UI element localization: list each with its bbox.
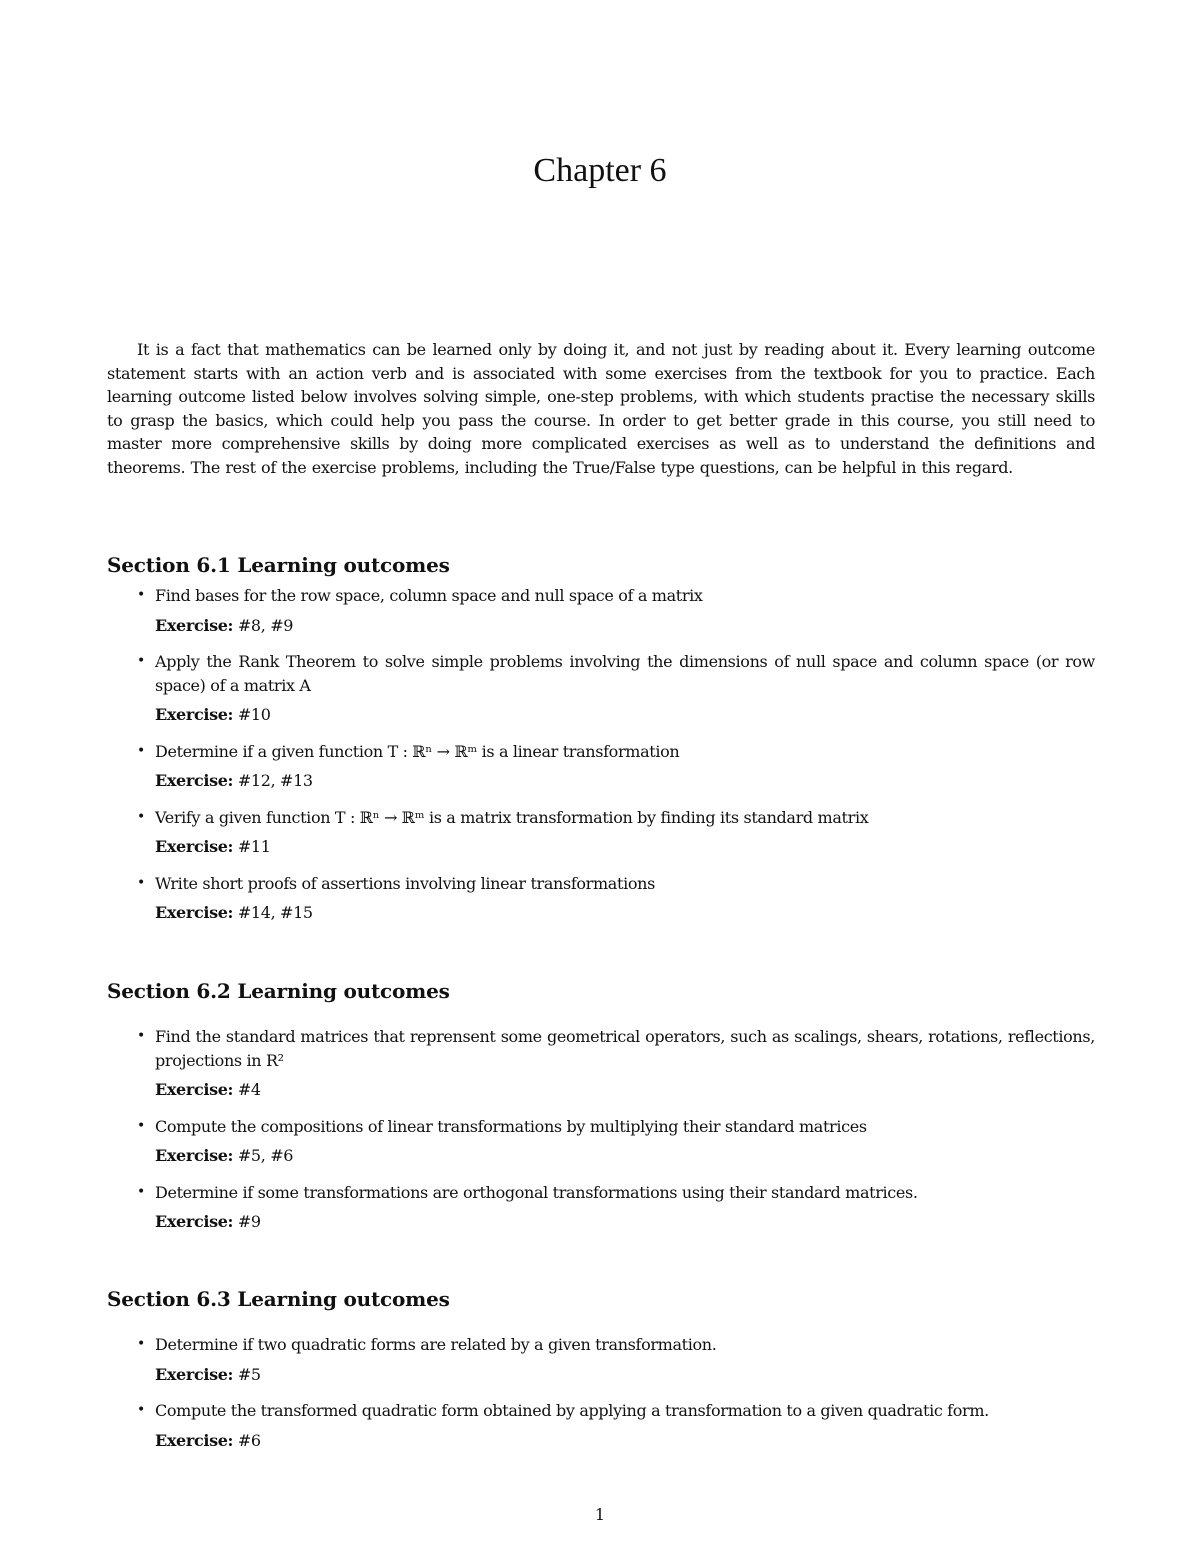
section-title: Section 6.1 Learning outcomes <box>107 553 450 577</box>
section-6-2 <box>107 978 1095 1234</box>
bullet-icon: • <box>137 808 145 825</box>
outcome-text: Find the standard matrices that reprensent some geometrical operators, such as scalings, shears, rotations, reflections, projections in R² <box>155 1027 1095 1070</box>
exercise-label: Exercise: <box>155 1212 234 1231</box>
outcome-text: Determine if a given function T : ℝⁿ → ℝᵐ is a linear transformation <box>155 741 680 761</box>
exercise-label: Exercise: <box>155 1146 234 1165</box>
list-item <box>107 872 1095 925</box>
outcome-text: Determine if two quadratic forms are related by a given transformation. <box>155 1335 717 1354</box>
exercise-refs: #4 <box>237 1080 261 1099</box>
bullet-icon: • <box>137 1402 145 1418</box>
list-item <box>107 740 1095 793</box>
exercise-line <box>155 1078 1095 1102</box>
outcome-text: Write short proofs of assertions involving linear transformations <box>155 873 655 893</box>
bullet-icon: • <box>137 587 145 603</box>
exercise-refs: #8, #9 <box>237 615 294 635</box>
exercise-line <box>155 703 1095 727</box>
exercise-line <box>155 614 1095 638</box>
exercise-refs: #5 <box>237 1364 261 1384</box>
intro-paragraph: It is a fact that mathematics can be learned only by doing it, and not just by reading about it. Every learning outcome statement starts with an action verb and is associated with some exercises from the textbook for you to practice. Each learning outcome listed below involves solving simple, one-step problems, with which students practise the necessary skills to grasp the basics, which could help you pass the course. In order to get better grade in this course, you still need to master more comprehensive skills by doing more complicated exercises as well as to understand the definitions and theorems. The rest of the exercise problems, including the True/False type questions, can be helpful in this regard. <box>107 340 1095 477</box>
list-item <box>107 1115 1095 1168</box>
exercise-line <box>155 1144 1095 1168</box>
outcome-list <box>107 584 1095 925</box>
outcome-text: Determine if some transformations are orthogonal transformations using their standard matrices. <box>155 1182 918 1202</box>
chapter-title: Chapter 6 <box>533 152 667 189</box>
exercise-label: Exercise: <box>155 837 234 856</box>
exercise-refs: #9 <box>237 1212 261 1231</box>
page-number: 1 <box>594 1505 606 1524</box>
outcome-text: Find bases for the row space, column space and null space of a matrix <box>155 586 703 605</box>
exercise-refs: #10 <box>237 705 271 724</box>
list-item <box>107 1399 1095 1452</box>
exercise-label: Exercise: <box>155 1430 234 1450</box>
outcome-text: Apply the Rank Theorem to solve simple problems involving the dimensions of null space and column space (or row space) of a matrix A <box>155 652 1095 695</box>
list-item <box>107 806 1095 859</box>
outcome-text: Compute the transformed quadratic form obtained by applying a transformation to a given quadratic form. <box>155 1401 989 1420</box>
exercise-line <box>155 901 1095 925</box>
exercise-refs: #6 <box>237 1430 261 1450</box>
exercise-line <box>155 1363 1095 1387</box>
exercise-label: Exercise: <box>155 615 234 635</box>
exercise-label: Exercise: <box>155 903 234 922</box>
bullet-icon: • <box>137 742 145 759</box>
bullet-icon: • <box>137 1336 145 1352</box>
outcome-text: Compute the compositions of linear transformations by multiplying their standard matrices <box>155 1116 867 1136</box>
exercise-line <box>155 1210 1095 1234</box>
exercise-refs: #12, #13 <box>237 771 313 790</box>
section-6-3 <box>107 1286 1095 1452</box>
bullet-icon: • <box>137 1183 145 1200</box>
exercise-refs: #11 <box>237 837 271 856</box>
exercise-label: Exercise: <box>155 1364 234 1384</box>
outcome-list <box>107 1333 1095 1452</box>
bullet-icon: • <box>137 1028 145 1044</box>
section-title: Section 6.2 Learning outcomes <box>107 979 450 1003</box>
bullet-icon: • <box>137 874 145 891</box>
list-item <box>107 1181 1095 1234</box>
list-item <box>107 650 1095 727</box>
exercise-label: Exercise: <box>155 771 234 790</box>
exercise-line <box>155 835 1095 859</box>
exercise-refs: #5, #6 <box>237 1146 294 1165</box>
outcome-text: Verify a given function T : ℝⁿ → ℝᵐ is a matrix transformation by finding its standard matrix <box>155 807 869 827</box>
section-title: Section 6.3 Learning outcomes <box>107 1287 450 1311</box>
exercise-refs: #14, #15 <box>237 903 313 922</box>
bullet-icon: • <box>137 1117 145 1134</box>
exercise-line <box>155 769 1095 793</box>
list-item <box>107 584 1095 637</box>
bullet-icon: • <box>137 653 145 669</box>
list-item <box>107 1025 1095 1102</box>
list-item <box>107 1333 1095 1386</box>
section-6-1 <box>107 552 1095 925</box>
exercise-line <box>155 1429 1095 1453</box>
exercise-label: Exercise: <box>155 1080 234 1099</box>
outcome-list <box>107 1025 1095 1234</box>
exercise-label: Exercise: <box>155 705 234 724</box>
